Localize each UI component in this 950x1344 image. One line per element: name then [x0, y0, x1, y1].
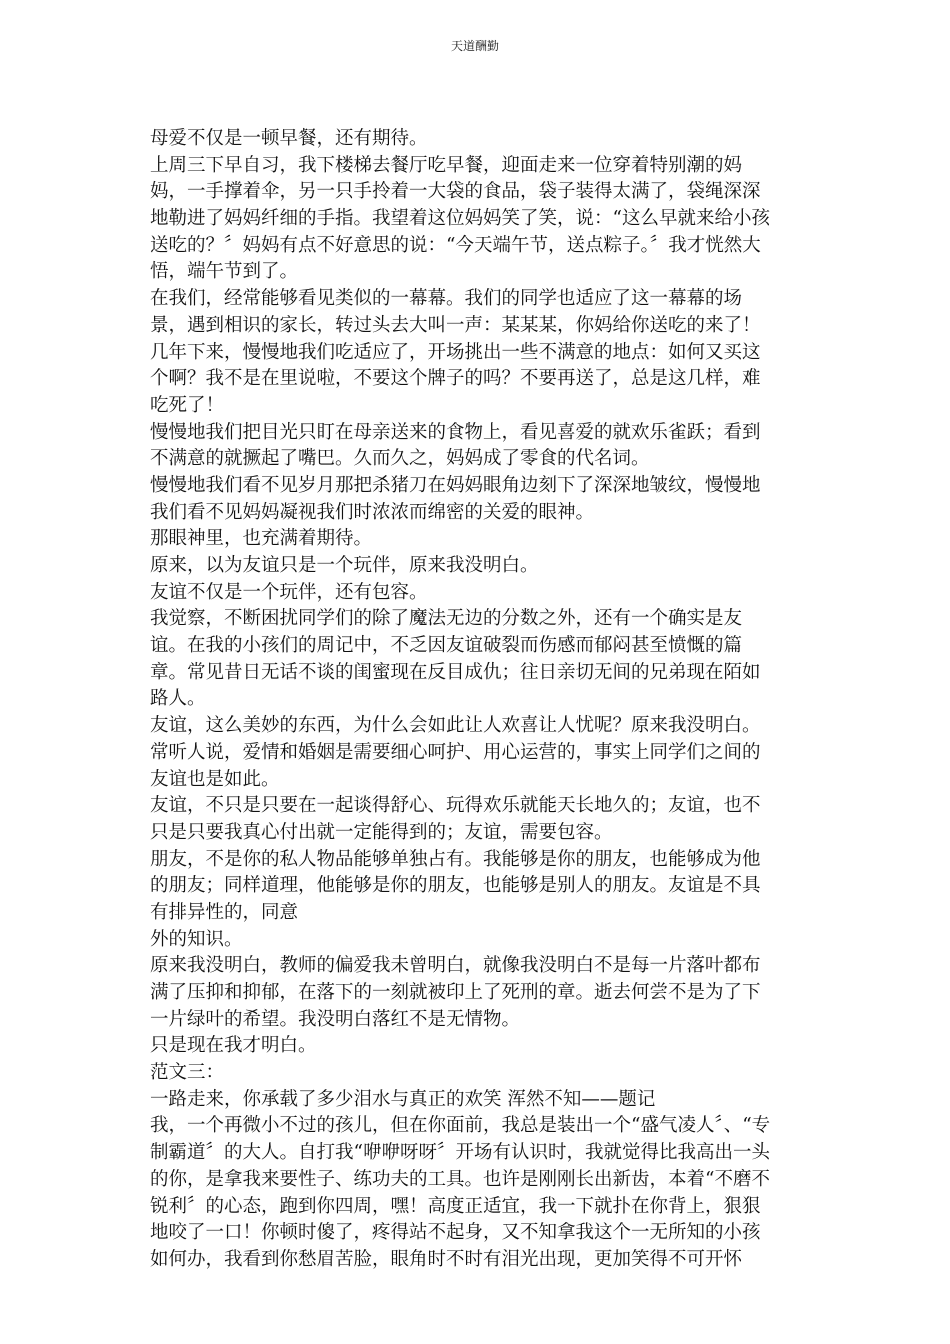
text-line: 一路走来，你承载了多少泪水与真正的欢笑 浑然不知——题记 — [150, 1088, 656, 1110]
text-line: 吃死了！ — [150, 394, 225, 416]
text-line: 谊。在我的小孩们的周记中，不乏因友谊破裂而伤感而郁闷甚至愤慨的篇 — [150, 635, 743, 657]
text-line: 只是现在我才明白。 — [150, 1035, 317, 1057]
text-line: 满了压抑和抑郁，在落下的一刻就被印上了死刑的章。逝去何尝不是为了下 — [150, 982, 761, 1003]
text-line: 悟，端午节到了。 — [150, 261, 299, 283]
text-line: 妈，一手撑着伞，另一只手拎着一大袋的食品，袋子装得太满了，袋绳深深 — [150, 181, 761, 203]
text-line: 的朋友；同样道理，他能够是你的朋友，也能够是别人的朋友。友谊是不具 — [150, 875, 761, 897]
document-body — [150, 126, 810, 1274]
text-line: 送吃的？〞妈妈有点不好意思的说：“今天端午节，送点粽子。〞我才恍然大 — [150, 234, 761, 256]
text-line: 友谊，不只是只要在一起谈得舒心、玩得欢乐就能天长地久的；友谊，也不 — [150, 795, 761, 817]
text-line: 章。常见昔日无话不谈的闺蜜现在反目成仇；往日亲切无间的兄弟现在陌如 — [150, 661, 761, 683]
text-line: 朋友，不是你的私人物品能够单独占有。我能够是你的朋友，也能够成为他 — [150, 848, 761, 870]
text-line: 几年下来，慢慢地我们吃适应了，开场挑出一些不满意的地点：如何又买这 — [150, 341, 761, 363]
text-line: 友谊，这么美妙的东西，为什么会如此让人欢喜让人忧呢？原来我没明白。 — [150, 715, 761, 737]
text-line: 我觉察，不断困扰同学们的除了魔法无边的分数之外，还有一个确实是友 — [150, 608, 743, 630]
text-line: 在我们，经常能够看见类似的一幕幕。我们的同学也适应了这一幕幕的场 — [150, 288, 743, 310]
text-line: 友谊也是如此。 — [150, 768, 280, 790]
text-line: 地勒进了妈妈纤细的手指。我望着这位妈妈笑了笑，说：“这么早就来给小孩 — [150, 208, 770, 230]
text-line: 地咬了一口！你顿时傻了，疼得站不起身，又不知拿我这个一无所知的小孩 — [150, 1222, 761, 1244]
text-line: 我，一个再微小不过的孩儿，但在你面前，我总是装出一个“盛气凌人〞、“专 — [150, 1115, 771, 1137]
text-line: 那眼神里，也充满着期待。 — [150, 528, 373, 550]
text-line: 个啊？我不是在里说啦，不要这个牌子的吗？不要再送了，总是这几样，难 — [150, 368, 761, 390]
text-line: 景，遇到相识的家长，转过头去大叫一声：某某某，你妈给你送吃的来了！ — [150, 314, 761, 336]
text-line: 只是只要我真心付出就一定能得到的；友谊，需要包容。 — [150, 821, 613, 843]
text-line: 不满意的就撅起了嘴巴。久而久之，妈妈成了零食的代名词。 — [150, 448, 650, 470]
text-line: 母爱不仅是一顿早餐，还有期待。 — [150, 128, 428, 149]
text-line: 常听人说，爱情和婚姻是需要细心呵护、用心运营的，事实上同学们之间的 — [150, 741, 761, 763]
text-line: 上周三下早自习，我下楼梯去餐厅吃早餐，迎面走来一位穿着特别潮的妈 — [150, 154, 743, 176]
text-line: 制霸道〞的大人。自打我“咿咿呀呀〞开场有认识时，我就觉得比我高出一头 — [150, 1142, 770, 1164]
text-line: 路人。 — [150, 688, 206, 710]
page-header: 天道酬勤 — [450, 39, 499, 53]
text-line: 慢慢地我们看不见岁月那把杀猪刀在妈妈眼角边刻下了深深地皱纹，慢慢地 — [150, 474, 761, 496]
text-line: 有排异性的，同意 — [150, 901, 299, 923]
text-line: 的你，是拿我来要性子、练功夫的工具。也许是刚刚长出新齿，本着“不磨不 — [150, 1168, 770, 1190]
text-line: 外的知识。 — [150, 928, 243, 950]
text-line: 锐利〞的心态，跑到你四周，嘿！高度正适宜，我一下就扑在你背上，狠狠 — [150, 1195, 761, 1217]
text-line: 我们看不见妈妈凝视我们时浓浓而绵密的关爱的眼神。 — [150, 501, 595, 523]
text-line: 友谊不仅是一个玩伴，还有包容。 — [150, 581, 428, 603]
section-heading: 范文三： — [150, 1062, 225, 1084]
text-line: 原来，以为友谊只是一个玩伴，原来我没明白。 — [150, 555, 539, 576]
text-line: 一片绿叶的希望。我没明白落红不是无情物。 — [150, 1008, 521, 1030]
text-line: 慢慢地我们把目光只盯在母亲送来的食物上，看见喜爱的就欢乐雀跃；看到 — [150, 421, 761, 443]
text-line: 如何办，我看到你愁眉苦脸，眼角时不时有泪光出现，更加笑得不可开怀 — [150, 1248, 743, 1270]
text-line: 原来我没明白，教师的偏爱我未曾明白，就像我没明白不是每一片落叶都布 — [150, 955, 761, 977]
